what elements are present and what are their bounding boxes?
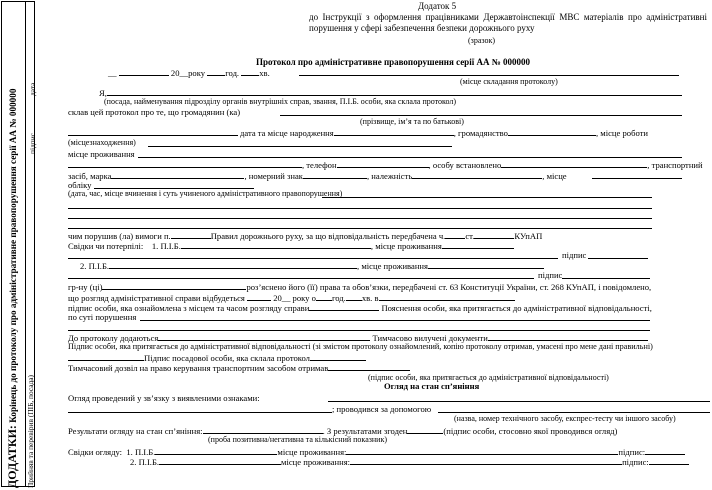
protocol-title: Протокол про адміністративне правопорушення серії АА № 000000 (256, 57, 530, 67)
witness-row-2 (80, 260, 544, 271)
citizen-rights-label: гр-ну (ці) (68, 282, 103, 292)
stub-title-text: Корінець до протоколу про адміністративне правопорушення серії АА № 000000 (8, 88, 18, 423)
date-min: хв. (259, 68, 270, 78)
witness-2-cont-line[interactable] (68, 278, 534, 279)
violated-text: чим порушив (ла) вимоги п. (68, 231, 171, 241)
location-line[interactable] (148, 146, 452, 147)
ownership-text: , належність (366, 171, 413, 181)
witness-2-label: 2. П.І.Б. (80, 261, 110, 271)
witness-2-sign-line[interactable] (562, 278, 650, 279)
temp-permit-text: Тимчасовий дозвіл на право керування транспортним засобом отримав (68, 363, 329, 373)
place-caption: (місце складання протоколу) (460, 77, 558, 86)
case-date-text: 20__ року о (273, 293, 316, 303)
case-min-text: хв. в (361, 293, 379, 303)
witnesses-label: Свідки чи потерпілі: (68, 241, 144, 251)
rules-text: Правил дорожнього руху, за що відповідальність передбачена ч. (210, 231, 446, 241)
device-line[interactable] (438, 412, 710, 413)
residence-cont-line[interactable] (68, 167, 302, 168)
place-text: , місце (542, 171, 567, 181)
citizenship-text: , громадянство (453, 128, 508, 138)
stub-transfer-label: Прийняв та перевірив (ПІБ, посада) (26, 374, 35, 488)
inspection-title: Огляд на стан сп’яніння (384, 381, 480, 391)
sample-label: (зразок) (468, 36, 496, 45)
vehicle-row (68, 170, 567, 181)
rights-text: роз’яснено його (її) права та обов’язки, передбачені ст. 63 Конституції України, ст. 268 КУпАП, і повідомлено, (246, 282, 652, 292)
iw1-residence: місце проживання: (277, 447, 347, 457)
attached-label: по суті порушення (68, 312, 137, 322)
kupap-text: КУпАП (514, 231, 543, 241)
vehicle-brand-text: засіб, марка (68, 171, 112, 181)
place-input-line[interactable] (299, 75, 679, 76)
i-label: Я, (99, 88, 107, 98)
explanation-line-1[interactable] (140, 320, 650, 321)
device-caption: (назва, номер технічного засобу, експрес-тесту чи іншого засобу) (454, 414, 676, 423)
residence-label: місце проживання (68, 149, 135, 159)
permit-caption: (підпис особи, яка притягається до адміністративної відповідальності) (368, 373, 609, 382)
results-from-text: . З результатами згоден (322, 426, 408, 436)
plate-text: , номерний знак (244, 171, 303, 181)
witness-1-sign-line[interactable] (588, 258, 648, 259)
stub-title (6, 89, 18, 488)
explanation-line-2[interactable] (68, 330, 650, 331)
name-caption: (прізвище, ім’я та по батькові) (360, 117, 464, 126)
inspection-cont-line[interactable] (68, 412, 332, 413)
signature-text: Підпис особи, яка притягається до адміністративної відповідальності (зі змістом протоколу ознайомлений, копію протоколу отримав, умасені про мене дані правильні) (68, 342, 653, 351)
officer-sign-text: Підпис посадової особи, яка склала протокол (144, 353, 310, 363)
event-line-4[interactable] (68, 228, 652, 229)
iw2-label: 2. П.І.Б. (130, 457, 160, 467)
acquainted-text: підпис особи, яка ознайомлена з місцем та часом розгляду справи (68, 303, 310, 313)
birth-label (240, 127, 648, 138)
date-day: __ (108, 68, 117, 78)
workplace-text: , місце роботи (595, 128, 648, 138)
acquainted-row (68, 302, 652, 313)
event-caption: (дата, час, місце вчинення і суть учиненого адміністративного правопорушення) (68, 189, 343, 198)
results-sign-caption: (підпис особи, стосовно якої проводився огляд) (443, 426, 618, 436)
witness-2-residence: , місце проживання (357, 261, 428, 271)
residence-line[interactable] (138, 157, 682, 158)
event-line-2[interactable] (68, 208, 652, 209)
art-text: ст. (465, 231, 475, 241)
appendix-number: Додаток 5 (418, 1, 457, 11)
witness-2-sign: підпис (538, 270, 563, 280)
location-caption: (місцезнаходження) (68, 138, 136, 147)
place-line[interactable] (592, 178, 682, 179)
phone-text: , телефон (302, 160, 337, 170)
date-hour: год. (225, 68, 240, 78)
inspection-witnesses-label: Свідки огляду: (68, 447, 123, 457)
witness-1-label: 1. П.І.Б. (151, 241, 181, 251)
event-line-1[interactable] (322, 197, 652, 198)
witness-row-1 (68, 240, 514, 251)
date-year: 20__року (170, 68, 206, 78)
explanations-text: Пояснення особи, яка притягається до адміністративної відповідальності, (381, 303, 652, 313)
temp-permit-row (68, 362, 410, 373)
iw2-sign: підпис: (622, 457, 649, 467)
result-caption: (проба позитивна/негативна та кількісний показник) (208, 435, 388, 444)
iw1-label: 1. П.І.Б. (126, 447, 156, 457)
iw2-residence: місце проживання: (281, 457, 351, 467)
iw1-sign: підпис: (618, 447, 646, 457)
stub-title-prefix: ДОДАТКИ: (5, 425, 19, 488)
name-cont-line[interactable] (68, 135, 238, 136)
instruction-reference: до Інструкції з оформлення працівниками Державтоінспекції МВС матеріалів про адміністративні порушення у сфері забезпечення безпеки дорожнього руху (309, 12, 707, 33)
vehicle-text: , транспортний (647, 160, 703, 170)
counterfoil-stub (1, 1, 35, 487)
registration-label: обліку (68, 180, 92, 190)
identified-text: , особу встановлено (428, 160, 502, 170)
birth-text: дата та місце народження (240, 128, 334, 138)
witness-1-cont-line[interactable] (68, 258, 558, 259)
event-line-3[interactable] (68, 218, 652, 219)
inspection-signs-line[interactable] (328, 401, 710, 402)
citizen-name-line[interactable] (280, 115, 682, 116)
officer-caption: (посада, найменування підрозділу органів внутрішніх справ, звання, П.І.Б. особи, яка склала протокол) (104, 97, 457, 106)
officer-input-line[interactable] (107, 95, 682, 96)
inspection-witness-2 (130, 456, 689, 467)
inspection-text: Огляд проведений у зв’язку з виявленими ознаками: (68, 393, 260, 403)
case-hour-text: год. (331, 293, 346, 303)
conducted-label: ; проводився за допомогою (332, 404, 432, 414)
results-text: Результати огляду на стан сп’яніння: (68, 426, 203, 436)
date-line (108, 67, 270, 78)
composed-text: склав цей протокол про те, що громадянин (ка) (68, 107, 241, 117)
rights-row (68, 281, 651, 292)
stub-sign-label: підпис (28, 133, 37, 154)
docs-temp-text: Тимчасово вилучені документи (372, 333, 488, 343)
phone-row (302, 159, 703, 170)
case-place-text: що розгляд адміністративної справи відбудеться (68, 293, 245, 303)
stub-date-label: дата (28, 82, 37, 96)
witness-1-sign: підпис (562, 250, 587, 260)
witness-1-residence: , місце проживання (370, 241, 442, 251)
docs-added-text: До протоколу додаються (68, 333, 159, 343)
